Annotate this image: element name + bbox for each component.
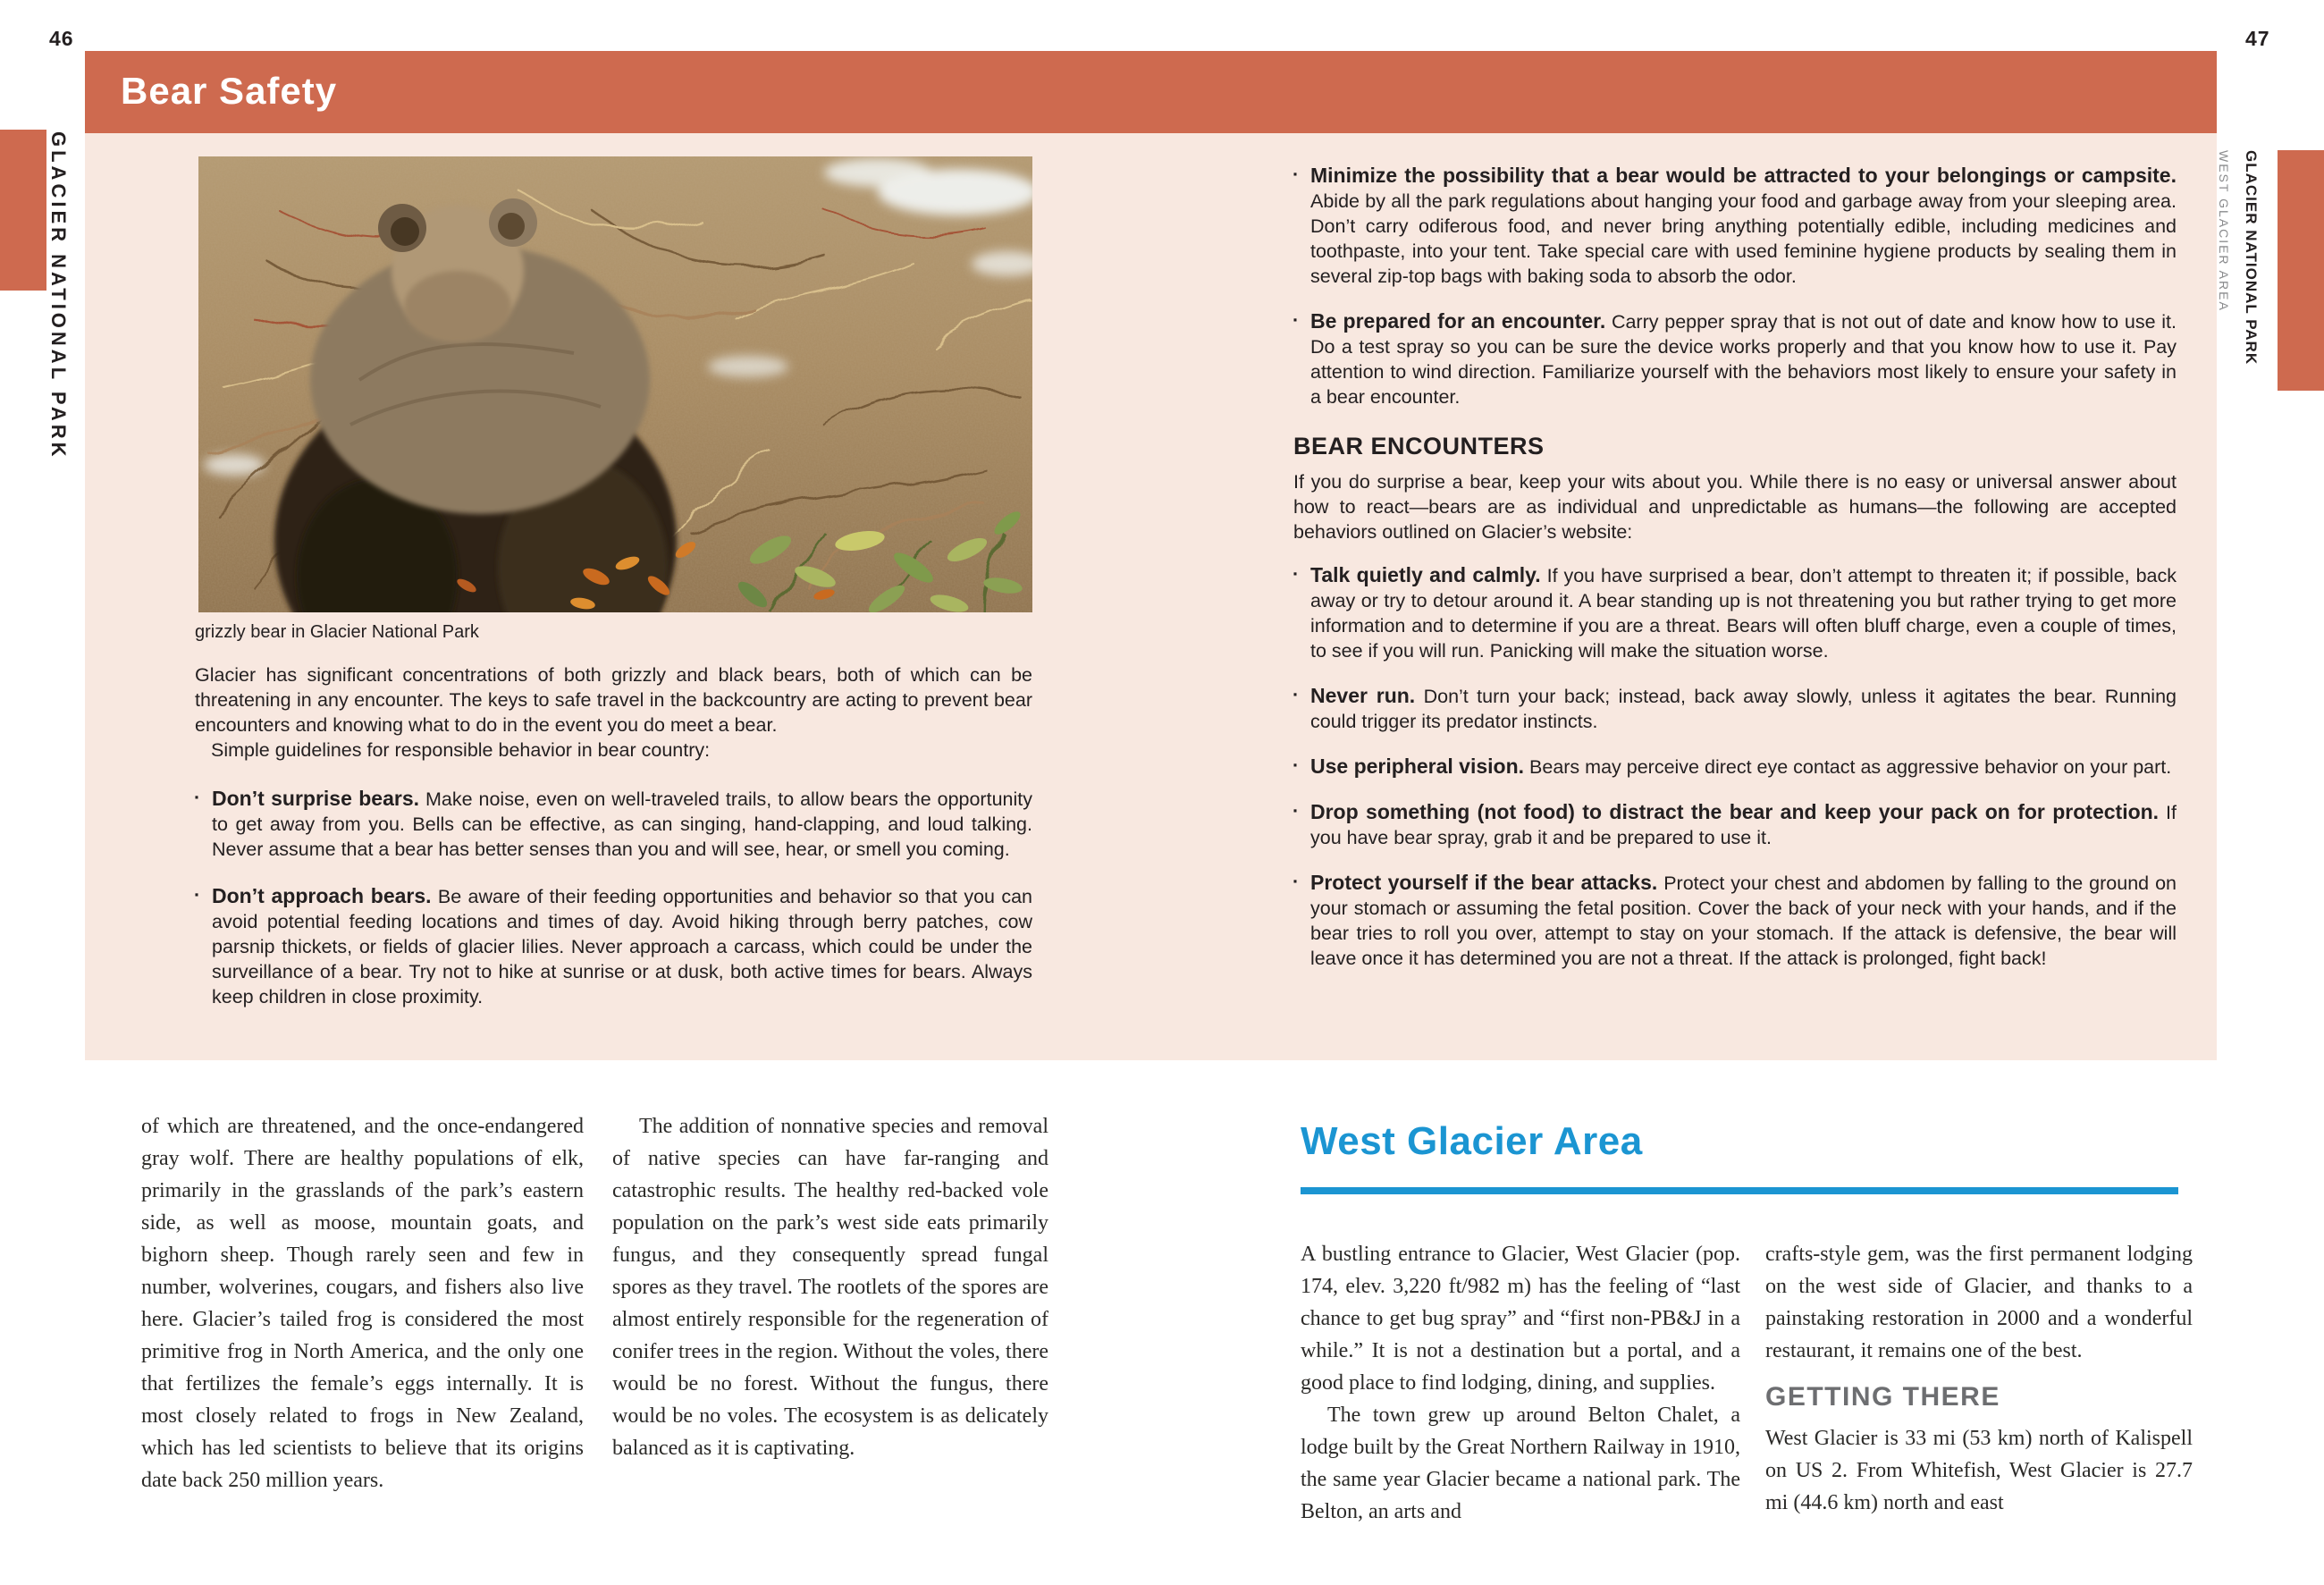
bullet-be-prepared [1293, 308, 2177, 409]
west-glacier-text-column-1 [1301, 1238, 1740, 1528]
west-glacier-text-column-2 [1765, 1238, 2193, 1519]
bear-encounters-heading: BEAR ENCOUNTERS [1293, 433, 1545, 459]
grizzly-bear-photo [198, 156, 1032, 612]
bullet-minimize-attraction [1293, 163, 2177, 289]
bullet-lead: Protect yourself if the bear attacks. [1310, 871, 1658, 894]
bullet-lead: Be prepared for an encounter. [1310, 309, 1606, 333]
bullet-text: If you have bear spray, grab it and be prepared to use it. [1310, 802, 2177, 848]
bear-safety-title: Bear Safety [121, 70, 338, 113]
wildlife-text-column-2: The addition of nonnative species and removal of native species can have far-ranging and catastrophic results. The healthy red-backed vole population on the park’s west side eats primarily fungus, and they consequently spread fungal spores as they travel. The rootlets of the spores are almost entirely responsible for the regeneration of conifer trees in the region. Without the voles, there would be no forest. Without the fungus, there would be no voles. The ecosystem is as delicately balanced as it is captivating. [612, 1115, 1048, 1460]
spine-label-right-section: WEST GLACIER AREA [2217, 150, 2231, 312]
bullet-drop-something [1293, 799, 2177, 850]
bullet-lead: Drop something (not food) to distract the bear and keep your pack on for protection. [1310, 800, 2160, 823]
getting-there-heading: GETTING THERE [1765, 1382, 2000, 1412]
bullet-text: Be aware of their feeding opportunities and behavior so that you can avoid potential feeding locations and times of day. Avoid hiking through berry patches, cow parsnip thickets, or fields of glacier lilies. Never approach a carcass, which could be under the surveillance of a bear. Try not to hike at sunrise or at dusk, both active times for bears. Always keep children in close proximity. [212, 886, 1033, 1007]
bullet-never-run [1293, 683, 2177, 734]
getting-there-text: West Glacier is 33 mi (53 km) north of Kalispell on US 2. From Whitefish, West Glacier is 27.7 mi (44.6 km) north and east [1765, 1427, 2193, 1514]
bear-safety-header-bar [85, 51, 2217, 133]
bullet-protect-yourself [1293, 870, 2177, 971]
bullet-text: Don’t turn your back; instead, back away slowly, unless it agitates the bear. Running could trigger its predator instincts. [1310, 686, 2177, 732]
page-number-right: 47 [2245, 27, 2270, 50]
bullet-text: Carry pepper spray that is not out of date and know how to use it. Do a test spray so you can be sure the device works properly and that you know how to use it. Pay attention to wind direction. Familiarize yourself with the behaviors most likely to ensure your safety in a bear encounter. [1310, 311, 2177, 408]
page-number-left: 46 [49, 27, 74, 50]
west-glacier-paragraph-3: crafts-style gem, was the first permanent lodging on the west side of Glacier, and thanks to a painstaking restoration in 2000 and a wonderful restaurant, it remains one of the best. [1765, 1243, 2193, 1362]
bullet-lead: Never run. [1310, 684, 1416, 707]
west-glacier-paragraph-1: A bustling entrance to Glacier, West Glacier (pop. 174, elev. 3,220 ft/982 m) has the feeling of “last chance to get bug spray” and “first non-PB&J in a while.” It is not a destination but a portal, and a good place to find lodging, dining, and supplies. [1301, 1243, 1740, 1395]
bear-safety-bullet-list-right [1293, 163, 2177, 409]
photo-caption: grizzly bear in Glacier National Park [195, 622, 479, 642]
bullet-text: Abide by all the park regulations about hanging your food and garbage away from your sleeping area. Don’t carry odiferous food, and never bring anything potentially edible, including medicines and toothpaste, into your tent. Take special care with used feminine hygiene products by sealing them in several zip-top bags with baking soda to absorb the odor. [1310, 190, 2177, 287]
bullet-dont-approach-bears [195, 883, 1032, 1009]
west-glacier-area-heading: West Glacier Area [1301, 1119, 1643, 1163]
bullet-text: Protect your chest and abdomen by falling to the ground on your stomach or assuming the fetal position. Cover the back of your neck with your hands, and if the bear tries to roll you over, attempt to stay on your stomach. If the attack is defensive, the bear will leave once it has determined you are not a threat. If the attack is prolonged, fight back! [1310, 873, 2177, 969]
chapter-tab-block-left [0, 130, 46, 291]
panel-column-right [1293, 163, 2177, 971]
bullet-text: If you have surprised a bear, don’t attempt to threaten it; if possible, back away or try to detour around it. A bear standing up is not threatening you but rather trying to get more information and to determine if you are a threat. Bears will often bluff charge, even a couple of times, to see if you will run. Panicking will make the situation worse. [1310, 565, 2177, 662]
bear-encounters-bullet-list [1293, 562, 2177, 971]
bullet-text: Bears may perceive direct eye contact as aggressive behavior on your part. [1529, 756, 2172, 778]
bullet-talk-quietly [1293, 562, 2177, 663]
chapter-tab-block-right [2278, 150, 2324, 391]
bullet-dont-surprise-bears [195, 786, 1032, 862]
bear-safety-bullet-list-left [195, 786, 1032, 1009]
bear-safety-guidelines-line: Simple guidelines for responsible behavior in bear country: [211, 739, 711, 761]
bear-safety-panel [85, 133, 2217, 1060]
bullet-text: Make noise, even on well-traveled trails, to allow bears the opportunity to get away from you. Bells can be effective, as can singing, hand-clapping, and loud talking. Never assume that a bear has better senses than you and will see, hear, or smell you coming. [212, 788, 1032, 860]
wildlife-text-column-1: of which are threatened, and the once-endangered gray wolf. There are healthy populations of elk, primarily in the grasslands of the park’s eastern side, as well as moose, mountain goats, and bighorn sheep. Though rarely seen and few in number, wolverines, cougars, and fishers also live here. Glacier’s tailed frog is considered the most primitive frog in North America, and the only one that fertilizes the female’s eggs internally. It is most closely related to frogs in New Zealand, which has led scientists to believe that its origins date back 250 million years. [141, 1115, 584, 1492]
bear-encounters-intro: If you do surprise a bear, keep your wits about you. While there is no easy or universal answer about how to react—bears are as individual and unpredictable as humans—the following are accepted behaviors outlined on Glacier’s website: [1293, 471, 2177, 543]
spine-label-right-chapter: GLACIER NATIONAL PARK [2243, 150, 2260, 366]
bullet-peripheral-vision [1293, 754, 2177, 780]
west-glacier-heading-rule [1301, 1187, 2178, 1194]
bullet-lead: Don’t surprise bears. [212, 787, 420, 810]
bullet-lead: Use peripheral vision. [1310, 755, 1525, 778]
west-glacier-paragraph-2: The town grew up around Belton Chalet, a lodge built by the Great Northern Railway in 1910, the same year Glacier became a national park. The Belton, an arts and [1301, 1404, 1740, 1523]
spine-label-left: GLACIER NATIONAL PARK [47, 131, 70, 460]
bullet-lead: Minimize the possibility that a bear would be attracted to your belongings or campsite. [1310, 164, 2177, 187]
panel-column-left [195, 156, 1032, 1009]
bullet-lead: Don’t approach bears. [212, 884, 432, 907]
bear-safety-intro: Glacier has significant concentrations of both grizzly and black bears, both of which can be threatening in any encounter. The keys to safe travel in the backcountry are acting to prevent bear encounters and knowing what to do in the event you do meet a bear. [195, 664, 1032, 736]
bullet-lead: Talk quietly and calmly. [1310, 563, 1541, 586]
